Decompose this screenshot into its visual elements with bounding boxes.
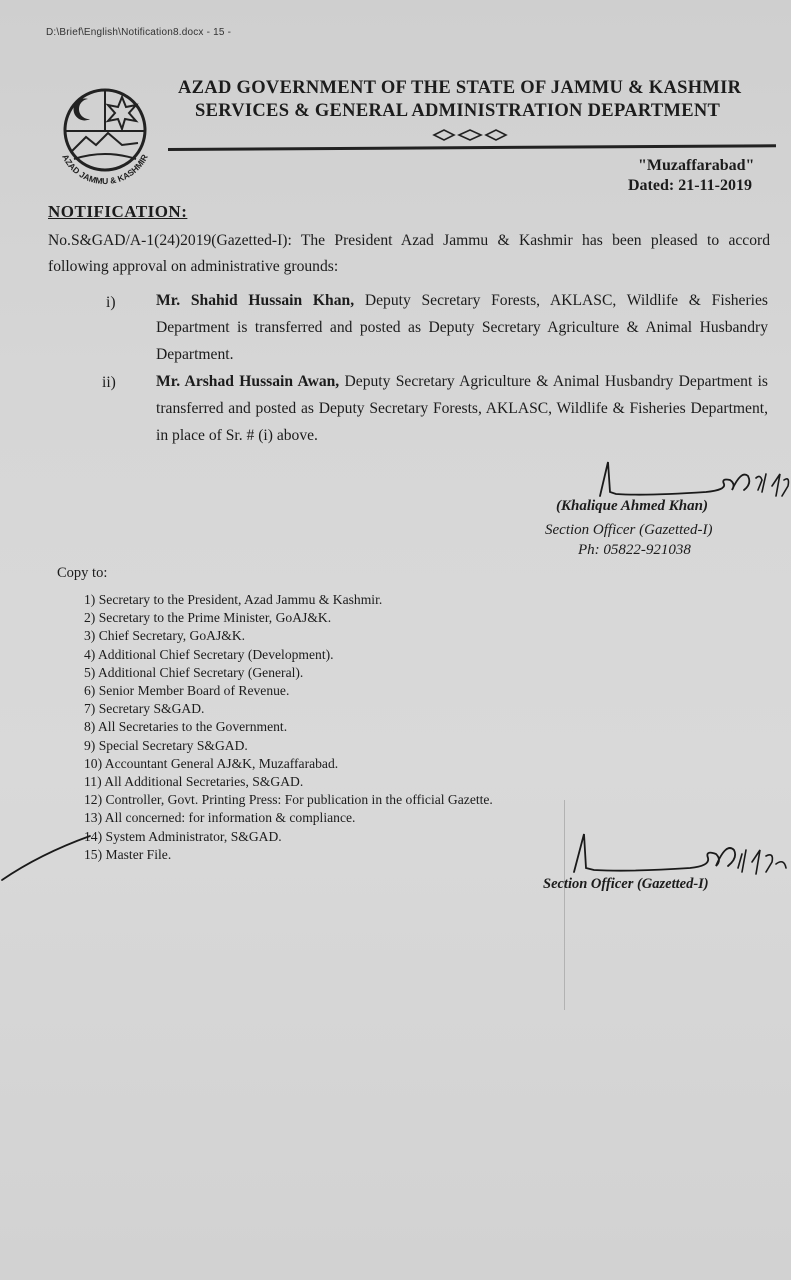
list-item: 10) Accountant General AJ&K, Muzaffarabad. xyxy=(84,755,339,771)
officer-name: Mr. Shahid Hussain Khan, xyxy=(156,292,355,309)
list-item: 11) All Additional Secretaries, S&GAD. xyxy=(84,774,304,790)
list-item: 3) Chief Secretary, GoAJ&K. xyxy=(84,628,246,644)
signatory-title: Section Officer (Gazetted-I) xyxy=(543,876,709,892)
officer-name: Mr. Arshad Hussain Awan, xyxy=(156,373,340,390)
place-label: "Muzaffarabad" xyxy=(638,157,755,174)
list-item: 9) Special Secretary S&GAD. xyxy=(84,737,248,753)
logo-text: AZAD JAMMU & KASHMIR xyxy=(60,152,150,185)
list-item xyxy=(156,287,768,368)
list-item xyxy=(156,368,768,449)
list-item: 1) Secretary to the President, Azad Jammu & Kashmir. xyxy=(84,592,383,607)
list-item: 4) Additional Chief Secretary (Development). xyxy=(84,646,334,662)
list-item: 13) All concerned: for information & compliance. xyxy=(84,810,356,826)
list-item: 12) Controller, Govt. Printing Press: For publication in the official Gazette. xyxy=(84,792,493,808)
notification-paragraph: No.S&GAD/A-1(24)2019(Gazetted-I): The President Azad Jammu & Kashmir has been pleased to accord following approval on administrative grounds: xyxy=(48,232,770,275)
list-item: 15) Master File. xyxy=(84,846,172,862)
department-heading: SERVICES & GENERAL ADMINISTRATION DEPARTMENT xyxy=(195,101,721,121)
signatory-phone: Ph: 05822-921038 xyxy=(578,542,691,558)
government-heading: AZAD GOVERNMENT OF THE STATE OF JAMMU & KASHMIR xyxy=(178,78,742,98)
item-text: Deputy Secretary Agriculture & Animal Husbandry Department is transferred and posted as Deputy Secretary Forests, AKLASC, Wildlife & Fisheries Department, in place of Sr. # (i) above. xyxy=(156,373,768,444)
item-number: i) xyxy=(106,294,116,311)
list-item: 2) Secretary to the Prime Minister, GoAJ&K. xyxy=(84,610,332,626)
date-label: Dated: 21-11-2019 xyxy=(628,177,752,194)
file-path: D:\Brief\English\Notification8.docx - 15 - xyxy=(46,27,232,38)
header-divider xyxy=(168,144,776,151)
list-item: 6) Senior Member Board of Revenue. xyxy=(84,683,290,699)
copy-to-label: Copy to: xyxy=(57,565,108,581)
signatory-name: (Khalique Ahmed Khan) xyxy=(556,498,708,514)
pen-tick-mark xyxy=(0,828,110,888)
heading-ornament xyxy=(432,128,508,142)
item-number: ii) xyxy=(102,374,116,391)
list-item: 8) All Secretaries to the Government. xyxy=(84,719,288,735)
notification-title: NOTIFICATION: xyxy=(48,202,188,221)
signatory-title: Section Officer (Gazetted-I) xyxy=(545,522,713,538)
item-text: Deputy Secretary Forests, AKLASC, Wildlife & Fisheries Department is transferred and posted as Deputy Secretary Agriculture & Animal Husbandry Department. xyxy=(156,292,768,363)
list-item: 7) Secretary S&GAD. xyxy=(84,701,205,717)
copy-list xyxy=(84,591,493,864)
list-item: 5) Additional Chief Secretary (General). xyxy=(84,664,304,680)
list-item: 14) System Administrator, S&GAD. xyxy=(84,828,282,844)
government-seal-logo xyxy=(50,75,160,185)
